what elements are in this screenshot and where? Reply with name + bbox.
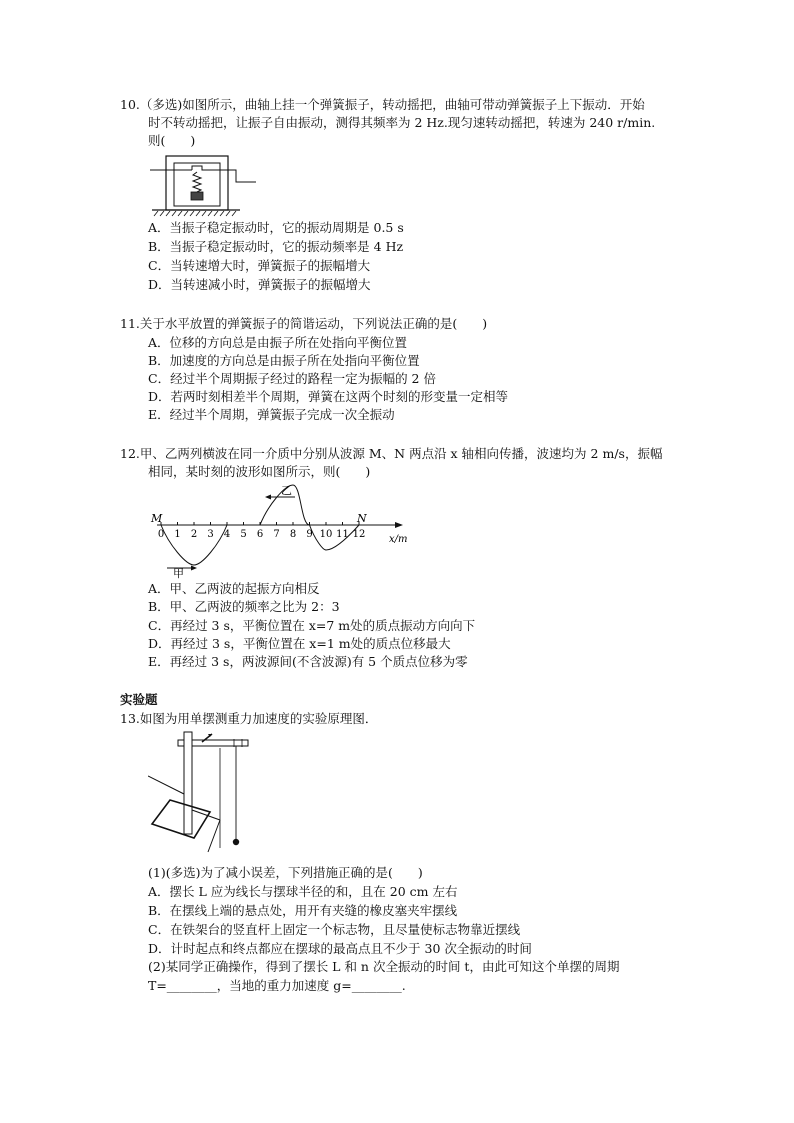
q12-stem-line2: 相同，某时刻的波形如图所示，则( ) bbox=[148, 464, 371, 479]
q13-sub2-line1: (2)某同学正确操作，得到了摆长 L 和 n 次全振动的时间 t，由此可知这个单摆的周期 bbox=[148, 959, 620, 974]
tick-label: 12 bbox=[352, 529, 366, 540]
q10-stem-line2: 时不转动摇把，让振子自由振动，测得其频率为 2 Hz.现匀速转动摇把，转速为 240 r/min. bbox=[148, 115, 656, 130]
label-m: M bbox=[151, 512, 163, 525]
q12-option-a: A．甲、乙两波的起振方向相反 bbox=[148, 581, 320, 596]
label-jia: 甲 bbox=[173, 567, 184, 580]
q11-option-e: E．经过半个周期，弹簧振子完成一次全振动 bbox=[148, 407, 395, 422]
q11-option-a: A．位移的方向总是由振子所在处指向平衡位置 bbox=[148, 335, 408, 350]
q12-option-e: E．再经过 3 s，两波源间(不含波源)有 5 个质点位移为零 bbox=[148, 654, 468, 669]
q13-stem: 13.如图为用单摆测重力加速度的实验原理图． bbox=[120, 711, 378, 726]
q13-option-d: D．计时起点和终点都应在摆球的最高点且不少于 30 次全振动的时间 bbox=[148, 941, 532, 956]
q10-option-a: A．当振子稳定振动时，它的振动周期是 0.5 s bbox=[148, 220, 404, 235]
q13-option-a: A．摆长 L 应为线长与摆球半径的和，且在 20 cm 左右 bbox=[148, 884, 458, 899]
q10-option-d: D．当转速减小时，弹簧振子的振幅增大 bbox=[148, 277, 371, 292]
q12-option-c: C．再经过 3 s，平衡位置在 x=7 m处的质点振动方向向下 bbox=[148, 618, 476, 633]
tick-label: 0 bbox=[157, 529, 165, 540]
wave-figure bbox=[145, 480, 410, 580]
q11-option-b: B．加速度的方向总是由振子所在处指向平衡位置 bbox=[148, 353, 420, 368]
tick-label: 11 bbox=[336, 529, 349, 540]
tick-label: 6 bbox=[256, 529, 264, 540]
tick-label: 7 bbox=[273, 529, 280, 540]
q11-stem: 11.关于水平放置的弹簧振子的简谐运动，下列说法正确的是( ) bbox=[120, 316, 488, 331]
q13-option-b: B．在摆线上端的悬点处，用开有夹缝的橡皮塞夹牢摆线 bbox=[148, 903, 458, 918]
tick-label: 3 bbox=[207, 529, 214, 540]
pendulum-figure bbox=[148, 728, 258, 856]
section-title: 实验题 bbox=[120, 692, 158, 707]
q10-stem-line1: 10.（多选)如图所示，曲轴上挂一个弹簧振子，转动摇把，曲轴可带动弹簧振子上下振动．开始 bbox=[120, 97, 645, 112]
axis-label-x: x/m bbox=[389, 534, 408, 545]
q10-option-b: B．当振子稳定振动时，它的振动频率是 4 Hz bbox=[148, 239, 404, 254]
q12-option-b: B．甲、乙两波的频率之比为 2：3 bbox=[148, 599, 340, 614]
label-n: N bbox=[357, 512, 367, 525]
tick-label: 10 bbox=[319, 529, 333, 540]
tick-label: 2 bbox=[190, 529, 198, 540]
tick-label: 1 bbox=[174, 529, 181, 540]
tick-label: 9 bbox=[306, 529, 313, 540]
tick-label: 4 bbox=[223, 529, 231, 540]
q10-stem-line3: 则( ) bbox=[148, 133, 196, 148]
q13-sub2-line2: T=________，当地的重力加速度 g=________. bbox=[148, 978, 406, 993]
tick-label: 5 bbox=[240, 529, 247, 540]
q12-option-d: D．再经过 3 s，平衡位置在 x=1 m处的质点位移最大 bbox=[148, 636, 451, 651]
spring-oscillator-figure bbox=[148, 150, 264, 218]
q10-option-c: C．当转速增大时，弹簧振子的振幅增大 bbox=[148, 258, 371, 273]
tick-label: 8 bbox=[289, 529, 297, 540]
q12-stem-line1: 12.甲、乙两列横波在同一介质中分别从波源 M、N 两点沿 x 轴相向传播，波速均为 2 m/s，振幅 bbox=[120, 446, 663, 461]
label-yi: 乙 bbox=[281, 484, 292, 497]
q13-sub1: (1)(多选)为了减小误差，下列措施正确的是( ) bbox=[148, 865, 423, 880]
q11-option-c: C．经过半个周期振子经过的路程一定为振幅的 2 倍 bbox=[148, 371, 436, 386]
q13-option-c: C．在铁架台的竖直杆上固定一个标志物，且尽量使标志物靠近摆线 bbox=[148, 922, 521, 937]
q11-option-d: D．若两时刻相差半个周期，弹簧在这两个时刻的形变量一定相等 bbox=[148, 389, 509, 404]
